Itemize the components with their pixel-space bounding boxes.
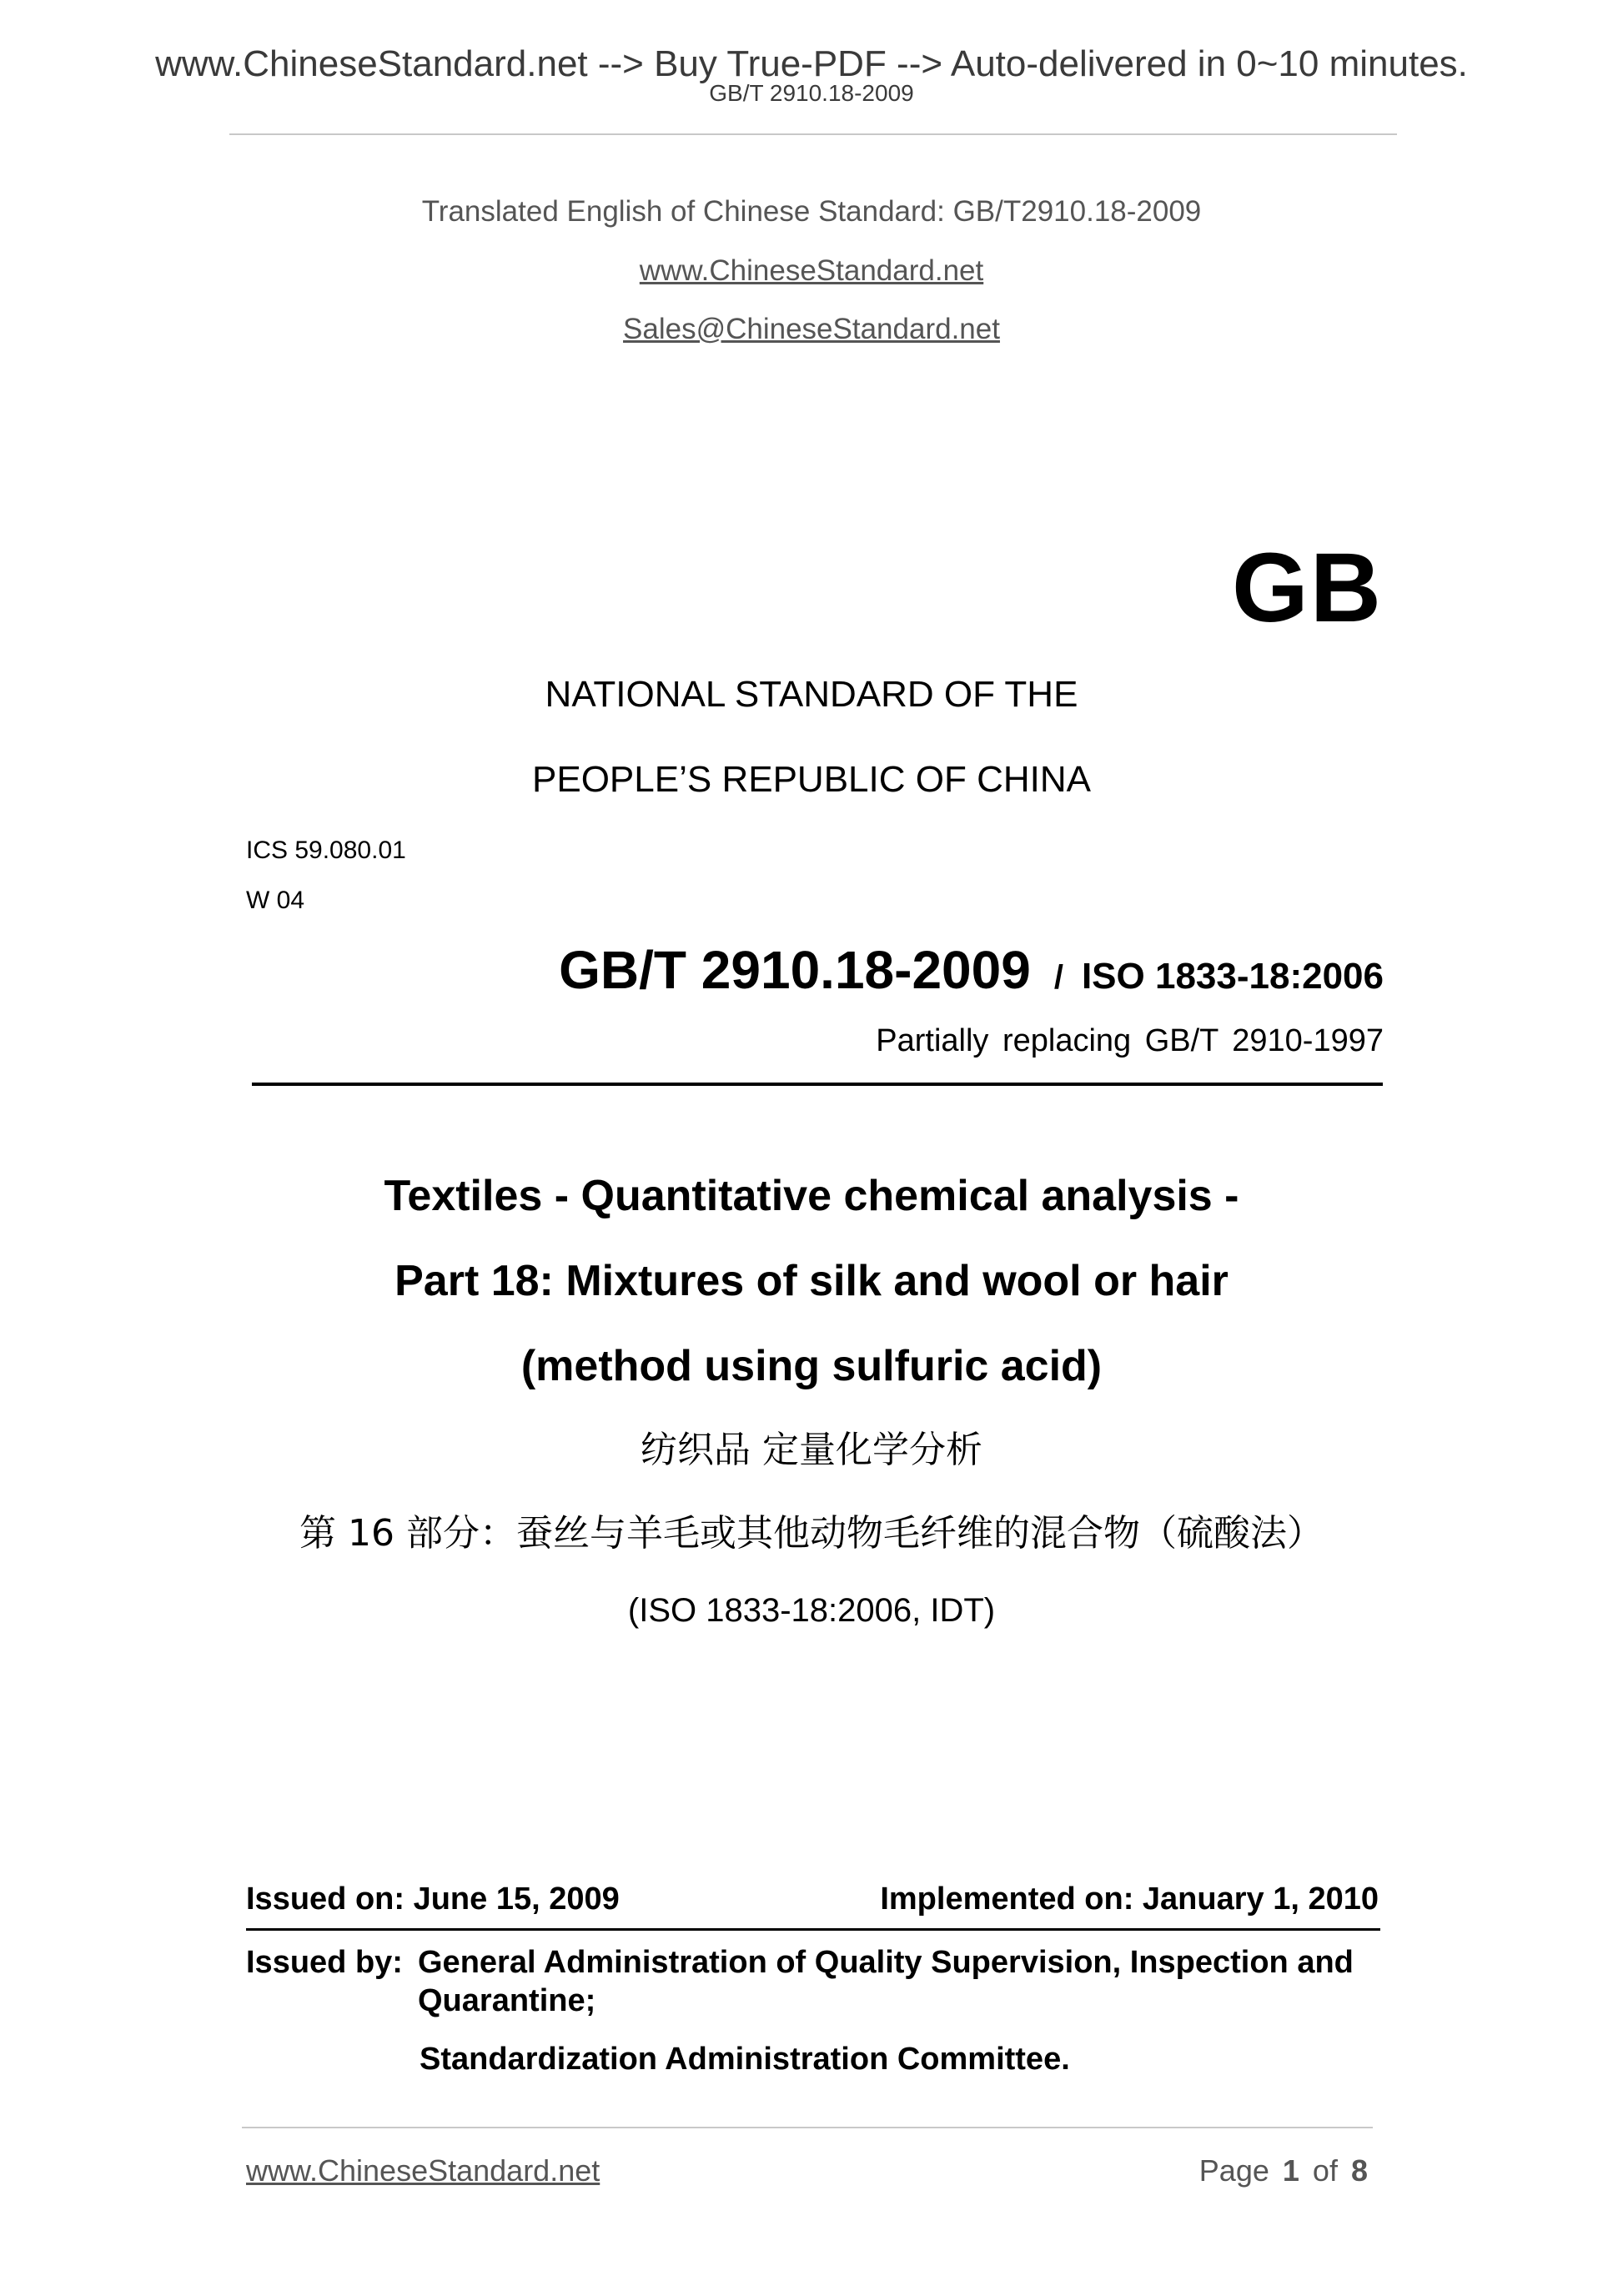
page-total: 8 (1350, 2153, 1368, 2188)
national-standard-line-1: NATIONAL STANDARD OF THE (545, 674, 1078, 715)
email-link-row (0, 313, 1623, 346)
implemented-on-date: Implemented on: January 1, 2010 (880, 1882, 1379, 1917)
header-divider (229, 133, 1397, 135)
replacing-note: Partially replacing GB/T 2910-1997 (876, 1023, 1384, 1058)
chinese-title-line-2: 第 16 部分：蚕丝与羊毛或其他动物毛纤维的混合物（硫酸法） (299, 1512, 1324, 1555)
iso-idt-note: (ISO 1833-18:2006, IDT) (627, 1592, 996, 1629)
page-number (1199, 2153, 1373, 2188)
page-current: 1 (1282, 2153, 1299, 2188)
chinese-title-line-1: 纺织品 定量化学分析 (641, 1429, 982, 1471)
translated-notice: Translated English of Chinese Standard: GB/T2910.18-2009 (421, 195, 1202, 228)
ics-code: ICS 59.080.01 (246, 837, 406, 864)
page-label: Page (1198, 2153, 1269, 2188)
title-line-3: (method using sulfuric acid) (520, 1342, 1103, 1390)
footer-divider (242, 2127, 1373, 2128)
gb-mark: GB (1232, 533, 1383, 643)
title-line-1: Textiles - Quantitative chemical analysis - (384, 1172, 1239, 1220)
iso-number: ISO 1833-18:2006 (1081, 956, 1384, 997)
issuing-organization-1: General Administration of Quality Supervision, Inspection and Quarantine; (418, 1945, 1354, 2018)
standard-number-line (559, 934, 1384, 1021)
standard-slash: / (1053, 959, 1063, 996)
standard-number: GB/T 2910.18-2009 (559, 940, 1031, 1000)
header-standard-code: GB/T 2910.18-2009 (709, 80, 914, 106)
promo-banner: www.ChineseStandard.net --> Buy True-PDF --> Auto-delivered in 0~10 minutes. (155, 43, 1468, 84)
sales-email-link[interactable]: Sales@ChineseStandard.net (623, 313, 1000, 345)
title-line-2: Part 18: Mixtures of silk and wool or hair (394, 1257, 1229, 1305)
issue-divider (246, 1928, 1380, 1931)
w-code: W 04 (246, 887, 305, 914)
title-divider (252, 1083, 1383, 1086)
issued-by-label: Issued by: (246, 1945, 403, 1980)
issue-dates-row (246, 1880, 1379, 1920)
issued-on-date: Issued on: June 15, 2009 (246, 1882, 620, 1917)
page-of: of (1312, 2153, 1338, 2188)
website-link[interactable]: www.ChineseStandard.net (639, 254, 984, 287)
national-standard-line-2: PEOPLE’S REPUBLIC OF CHINA (532, 759, 1091, 800)
issuing-organization-2: Standardization Administration Committee. (420, 2042, 1070, 2077)
footer-website-link[interactable]: www.ChineseStandard.net (246, 2153, 600, 2188)
website-link-row (0, 254, 1623, 288)
